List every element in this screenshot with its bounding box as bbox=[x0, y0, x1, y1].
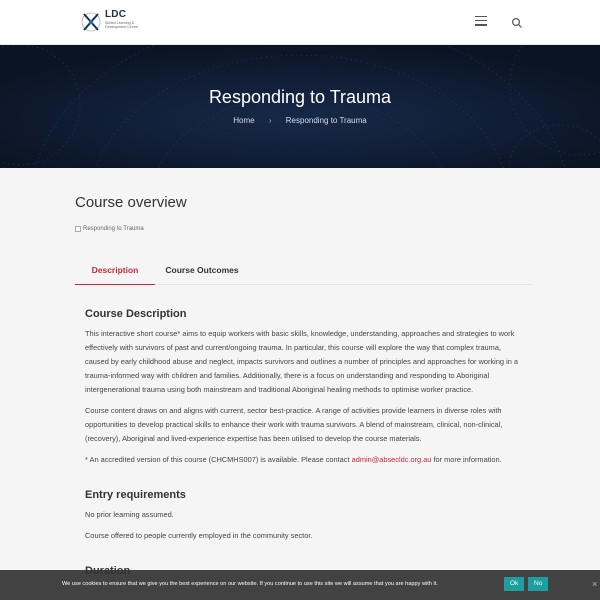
site-header bbox=[0, 0, 600, 45]
entry-paragraph-1: No prior learning assumed. bbox=[85, 510, 174, 519]
course-overview-heading: Course overview bbox=[75, 194, 187, 211]
description-paragraph-2: Course content draws on and aligns with current, sector best-practice. A range of activities provide learners in diverse roles with opportunities to develop practical skills to enhance their work with trauma survivors. A blend of mainstream, clinical, non-clinical, (recovery), Aboriginal and lived-experience expertise has been utilised to develop the course materials. bbox=[85, 406, 503, 443]
logo-mark-icon bbox=[80, 10, 102, 34]
site-logo[interactable] bbox=[80, 10, 140, 36]
course-image bbox=[75, 226, 144, 232]
cookie-message: We use cookies to ensure that we give you the best experience on our website. If you continue to use this site we will assume that you are happy with it. bbox=[62, 581, 438, 587]
entry-paragraph-2: Course offered to people currently employed in the community sector. bbox=[85, 531, 313, 540]
hamburger-icon[interactable] bbox=[475, 16, 487, 27]
accredited-note-suffix: for more information. bbox=[431, 455, 502, 464]
contact-email-link[interactable]: admin@absecldc.org.au bbox=[351, 455, 432, 464]
description-paragraph-1: This interactive short course* aims to equip workers with basic skills, knowledge, understanding, approaches and strategies to work effectively with survivors of past and current/ongoing trauma. In particular, this course will explore the way that complex trauma, caused by early childhood abuse and neglect, impacts survivors and outlines a number of principles and approaches for working in a trauma-informed way with children and families. Additionally, there is a focus on understanding and responding to Aboriginal intergenerational trauma using both mainstream and traditional Aboriginal healing methods to optimise worker practice. bbox=[85, 329, 519, 394]
course-tabs bbox=[75, 255, 532, 285]
tab-description[interactable]: Description bbox=[75, 255, 155, 285]
breadcrumb-current: Responding to Trauma bbox=[285, 116, 367, 125]
accredited-note-text: * An accredited version of this course (CHCMHS007) is available. Please contact bbox=[85, 455, 352, 464]
close-icon[interactable]: × bbox=[592, 579, 598, 589]
broken-image-icon bbox=[75, 226, 81, 232]
description-paragraph-3 bbox=[85, 453, 522, 467]
cookie-no-button[interactable]: No bbox=[528, 577, 548, 591]
entry-requirements-heading: Entry requirements bbox=[85, 489, 186, 501]
breadcrumb bbox=[0, 116, 600, 125]
logo-title: LDC bbox=[105, 9, 127, 20]
search-icon[interactable] bbox=[511, 16, 523, 28]
chevron-right-icon: › bbox=[268, 116, 272, 125]
cookie-ok-button[interactable]: Ok bbox=[504, 577, 524, 591]
breadcrumb-home-link[interactable]: Home bbox=[233, 116, 255, 125]
page-title: Responding to Trauma bbox=[208, 87, 392, 107]
course-description-heading: Course Description bbox=[85, 308, 187, 320]
main-content bbox=[0, 168, 600, 600]
cookie-consent-bar bbox=[0, 570, 600, 600]
tab-course-outcomes[interactable]: Course Outcomes bbox=[165, 265, 239, 275]
tab-panel-description bbox=[75, 286, 532, 600]
course-image-alt: Responding to Trauma bbox=[83, 226, 144, 232]
logo-subtitle: Skilled Learning & Development Centre bbox=[105, 21, 138, 30]
page-hero bbox=[0, 45, 600, 168]
